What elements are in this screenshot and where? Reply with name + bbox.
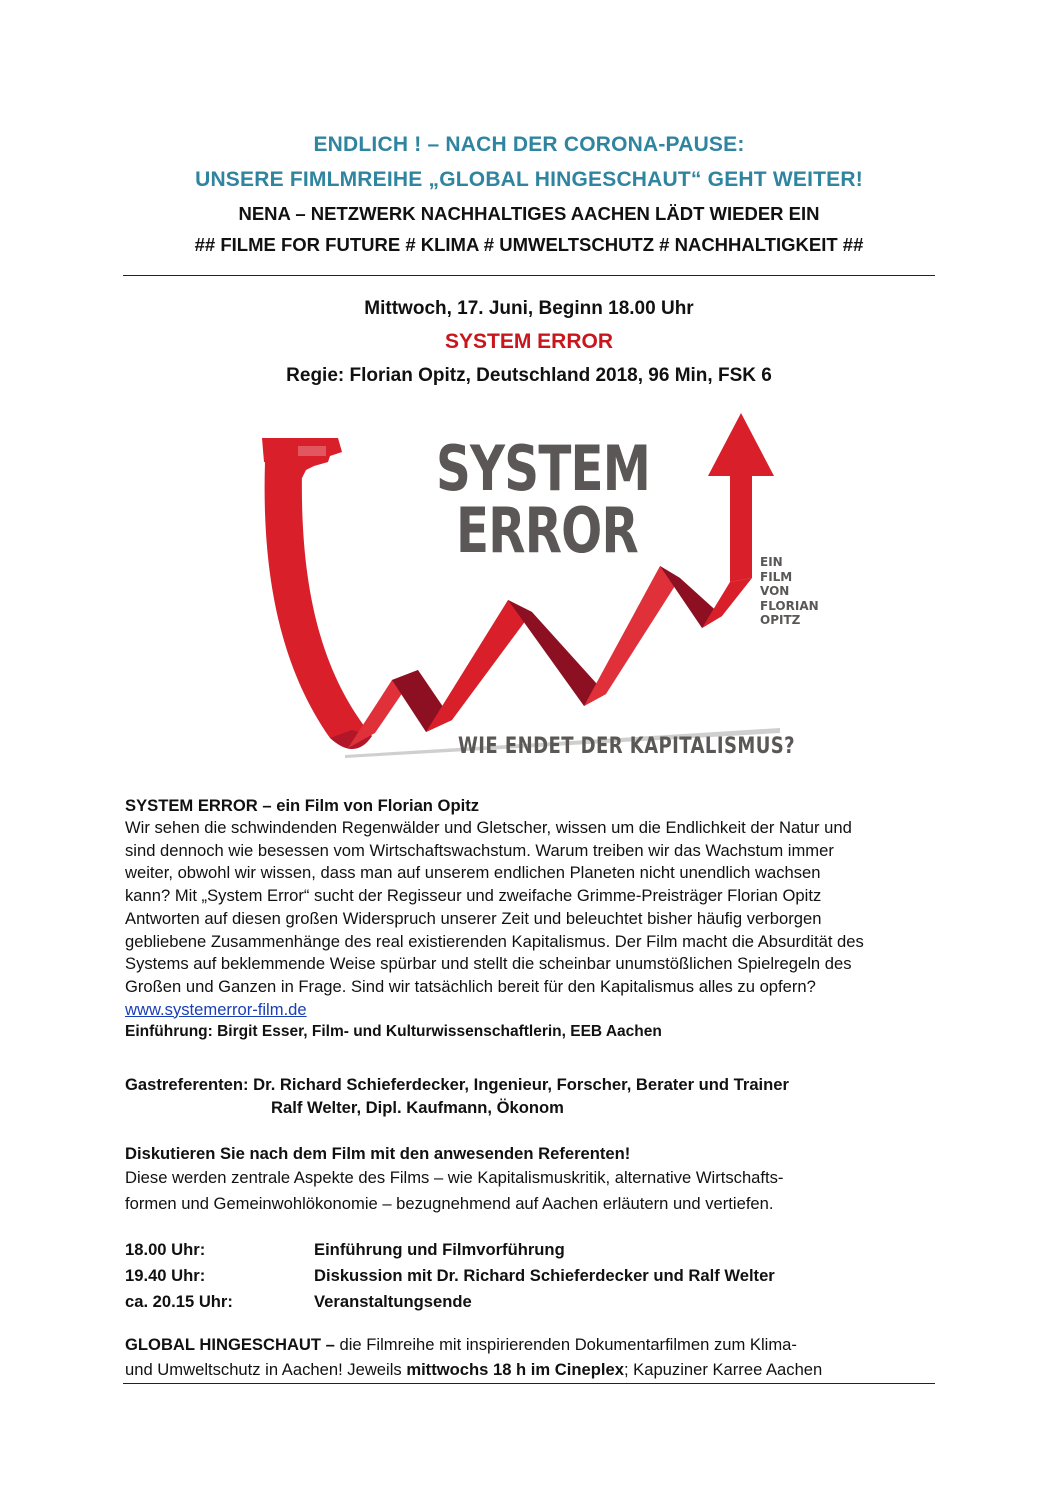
header-line-2: UNSERE FIMLMREIHE „GLOBAL HINGESCHAUT“ GEHT WEITER! xyxy=(195,168,863,191)
poster-title-line-2: ERROR xyxy=(456,494,638,567)
event-regie: Regie: Florian Opitz, Deutschland 2018, 96 Min, FSK 6 xyxy=(286,365,772,386)
schedule-time: ca. 20.15 Uhr: xyxy=(125,1292,233,1311)
description-heading: SYSTEM ERROR – ein Film von Florian Opitz xyxy=(125,796,480,815)
schedule-desc: Einführung und Filmvorführung xyxy=(314,1240,565,1259)
header-line-3: NENA – NETZWERK NACHHALTIGES AACHEN LÄDT WIEDER EIN xyxy=(238,203,820,224)
poster-credit xyxy=(760,555,819,628)
header-line-1: ENDLICH ! – NACH DER CORONA-PAUSE: xyxy=(313,133,745,156)
footer-line-1 xyxy=(125,1334,925,1357)
description-line: Wir sehen die schwindenden Regenwälder und Gletscher, wissen um die Endlichkeit der Natur und xyxy=(125,818,852,837)
poster-credit-line: VON xyxy=(760,584,790,598)
discussion-line-1: Diese werden zentrale Aspekte des Films – wie Kapitalismuskritik, alternative Wirtschafts- xyxy=(125,1168,784,1187)
discussion-heading: Diskutieren Sie nach dem Film mit den anwesenden Referenten! xyxy=(125,1144,631,1163)
schedule-desc: Diskussion mit Dr. Richard Schieferdecker und Ralf Welter xyxy=(314,1266,775,1285)
discussion-line-2: formen und Gemeinwohlökonomie – bezugnehmend auf Aachen erläutern und vertiefen. xyxy=(125,1194,774,1213)
guests-line-1: Gastreferenten: Dr. Richard Schieferdecker, Ingenieur, Forscher, Berater und Trainer xyxy=(125,1075,789,1094)
description-line: weiter, obwohl wir wissen, dass man auf unserem endlichen Planeten nicht unendlich wachsen xyxy=(125,863,821,883)
poster-tagline: WIE ENDET DER KAPITALISMUS? xyxy=(458,734,796,759)
event-date: Mittwoch, 17. Juni, Beginn 18.00 Uhr xyxy=(364,298,694,319)
schedule-time: 18.00 Uhr: xyxy=(125,1240,206,1259)
description-line: kann? Mit „System Error“ sucht der Regisseur und zweifache Grimme-Preisträger Florian Opitz xyxy=(125,886,822,906)
header-line-4: ## FILME FOR FUTURE # KLIMA # UMWELTSCHUTZ # NACHHALTIGKEIT ## xyxy=(194,234,864,255)
description-line: gebliebene Zusammenhänge des real existierenden Kapitalismus. Der Film macht die Absurdität des xyxy=(125,931,864,951)
event-title: SYSTEM ERROR xyxy=(444,330,614,353)
schedule-time: 19.40 Uhr: xyxy=(125,1266,206,1285)
poster-credit-line: FLORIAN xyxy=(760,598,819,613)
footer-series-name: GLOBAL HINGESCHAUT – xyxy=(125,1335,335,1354)
poster-credit-line: EIN xyxy=(760,555,783,569)
poster-title-line-1: SYSTEM xyxy=(436,432,651,505)
description-line: Großen und Ganzen in Frage. Sind wir tatsächlich bereit für den Kapitalismus alles zu opfern? xyxy=(125,976,816,996)
description-line: sind dennoch wie besessen vom Wirtschaftswachstum. Warum treiben wir das Wachstum immer xyxy=(125,840,834,860)
intro-line: Einführung: Birgit Esser, Film- und Kulturwissenschaftlerin, EEB Aachen xyxy=(125,1023,662,1041)
poster-credit-line: OPITZ xyxy=(760,613,801,627)
footer-text: die Filmreihe mit inspirierenden Dokumentarfilmen zum Klima- xyxy=(334,1335,797,1354)
description-line: Antworten auf diesen großen Widerspruch unserer Zeit und beleuchtet bisher häufig verborgen xyxy=(125,908,822,928)
footer-text: und Umweltschutz in Aachen! Jeweils xyxy=(125,1360,407,1379)
bottom-divider xyxy=(123,1383,935,1384)
ribbon-curve xyxy=(265,462,372,748)
footer-line-2 xyxy=(125,1359,925,1382)
description-line: Systems auf beklemmende Weise spürbar und stellt die scheinbar unumstößlichen Spielregeln des xyxy=(125,954,852,974)
footer-text: ; Kapuziner Karree Aachen xyxy=(623,1360,823,1379)
poster-credit-line: FILM xyxy=(760,569,793,584)
arrow-up-icon xyxy=(708,413,774,476)
footer-schedule: mittwochs 18 h im Cineplex xyxy=(406,1360,624,1379)
guests-line-2: Ralf Welter, Dipl. Kaufmann, Ökonom xyxy=(271,1098,564,1117)
schedule-desc: Veranstaltungsende xyxy=(314,1292,472,1311)
film-website-link[interactable]: www.systemerror-film.de xyxy=(125,999,307,1019)
description-body xyxy=(125,817,925,1044)
